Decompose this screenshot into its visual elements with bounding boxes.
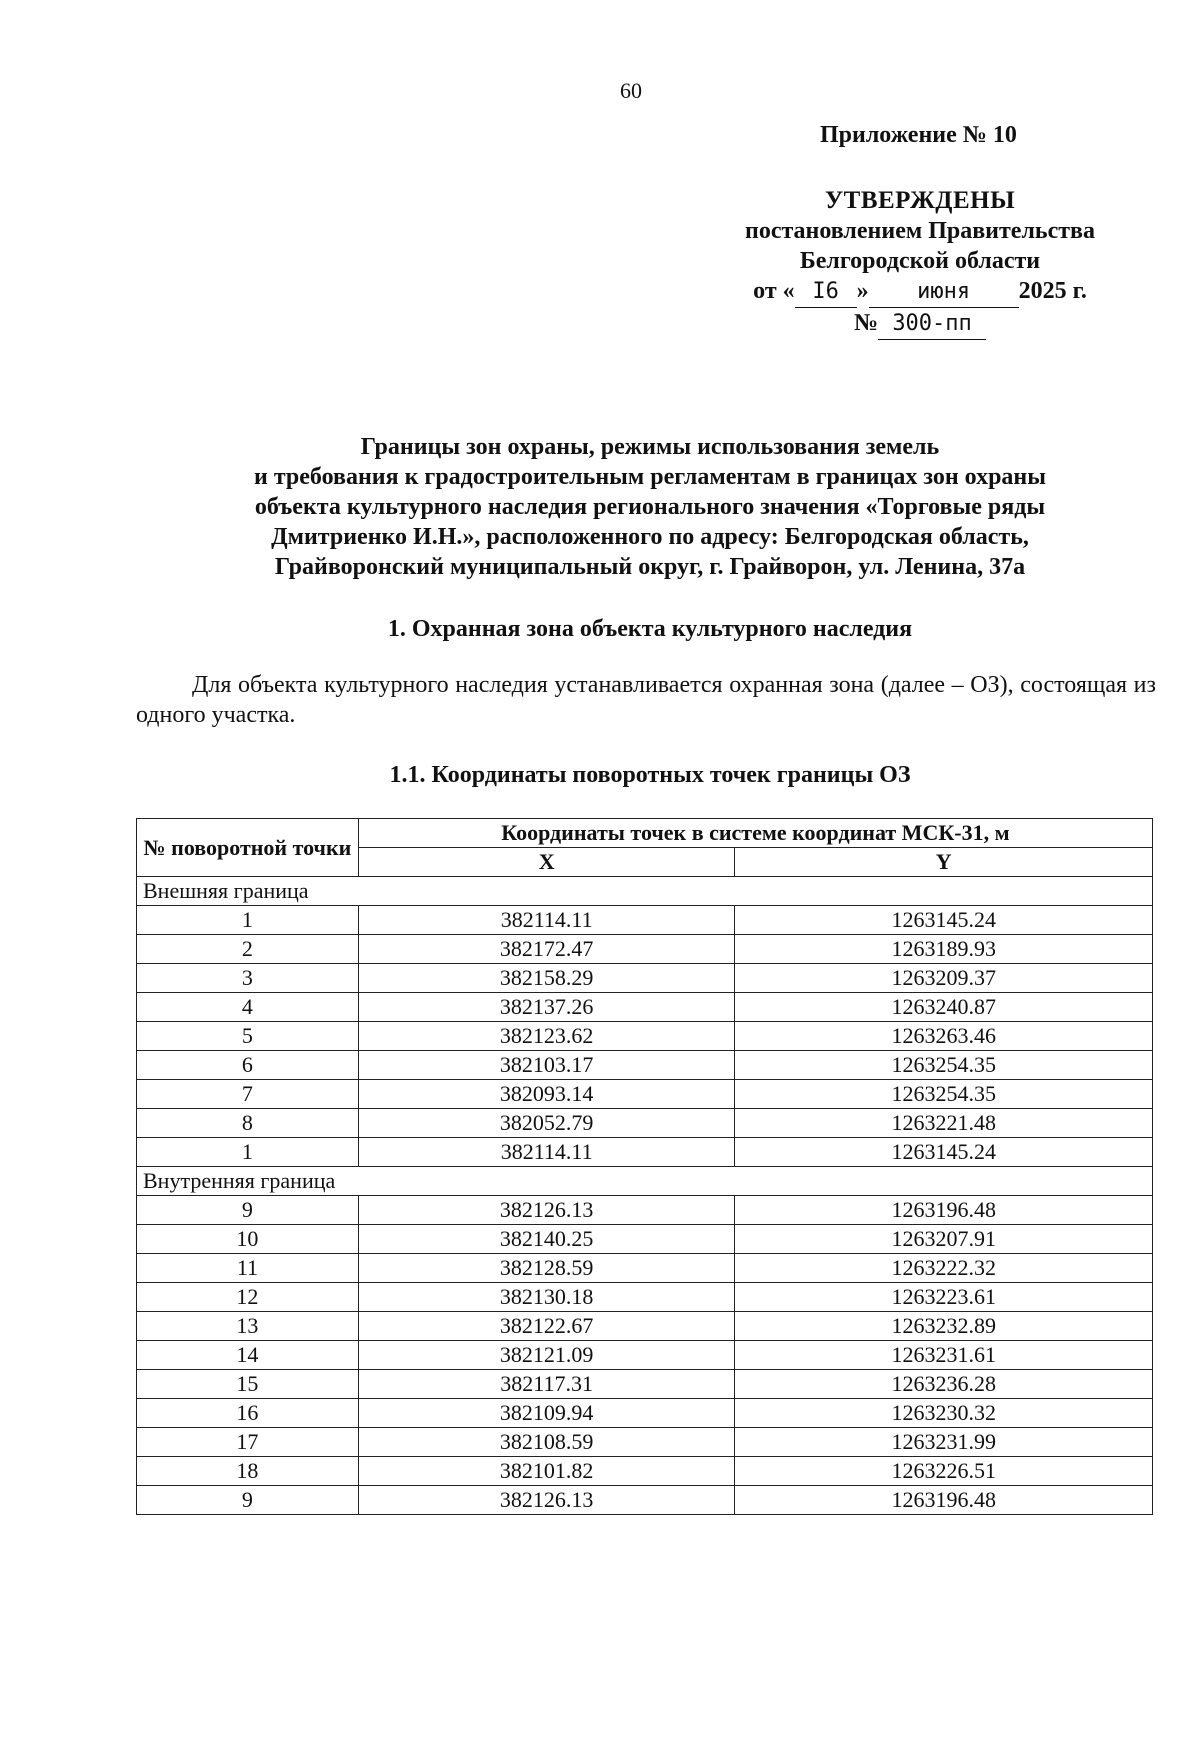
y-coordinate-cell: 1263207.91 <box>735 1225 1153 1254</box>
group-row <box>137 877 1153 906</box>
x-coordinate-cell: 382109.94 <box>358 1399 735 1428</box>
paragraph-text: Для объекта культурного наследия устанавливается охранная зона (далее – ОЗ), состоящая из одного участка. <box>136 672 1156 728</box>
appendix-label: Приложение № 10 <box>820 122 1017 148</box>
point-number-cell: 14 <box>137 1341 359 1370</box>
point-number-cell: 15 <box>137 1370 359 1399</box>
point-number-cell: 16 <box>137 1399 359 1428</box>
point-number-cell: 7 <box>137 1080 359 1109</box>
approval-number <box>700 308 1140 340</box>
group-label: Внешняя граница <box>137 877 1153 906</box>
number-prefix: № <box>853 310 879 336</box>
x-coordinate-cell: 382123.62 <box>358 1022 735 1051</box>
date-quote-close: » <box>856 278 869 304</box>
title-line: и требования к градостроительным регламентам в границах зон охраны <box>254 464 1046 490</box>
y-coordinate-cell: 1263230.32 <box>735 1399 1153 1428</box>
x-coordinate-cell: 382172.47 <box>358 935 735 964</box>
table-row <box>137 1457 1153 1486</box>
table-row <box>137 1254 1153 1283</box>
document-title <box>130 432 1170 582</box>
x-coordinate-cell: 382128.59 <box>358 1254 735 1283</box>
header-coordinates: Координаты точек в системе координат МСК-31, м <box>358 819 1152 848</box>
point-number-cell: 1 <box>137 1138 359 1167</box>
point-number-cell: 2 <box>137 935 359 964</box>
y-coordinate-cell: 1263145.24 <box>735 1138 1153 1167</box>
subsection-heading: 1.1. Координаты поворотных точек границы ОЗ <box>389 762 911 788</box>
approved-by-line2: Белгородской области <box>799 248 1041 274</box>
coordinates-table <box>136 818 1153 1515</box>
approval-date <box>700 276 1140 308</box>
x-coordinate-cell: 382052.79 <box>358 1109 735 1138</box>
point-number-cell: 11 <box>137 1254 359 1283</box>
title-line: Дмитриенко И.Н.», расположенного по адресу: Белгородская область, <box>271 524 1029 550</box>
y-coordinate-cell: 1263240.87 <box>735 993 1153 1022</box>
x-coordinate-cell: 382137.26 <box>358 993 735 1022</box>
point-number-cell: 6 <box>137 1051 359 1080</box>
section-heading: 1. Охранная зона объекта культурного наследия <box>387 616 913 642</box>
y-coordinate-cell: 1263231.61 <box>735 1341 1153 1370</box>
y-coordinate-cell: 1263223.61 <box>735 1283 1153 1312</box>
number-value: 300-пп <box>892 311 972 336</box>
point-number-cell: 4 <box>137 993 359 1022</box>
table-row <box>137 964 1153 993</box>
point-number-cell: 3 <box>137 964 359 993</box>
header-point-number: № поворотной точки <box>137 819 359 877</box>
date-prefix: от « <box>753 278 795 304</box>
page-number: 60 <box>620 78 642 103</box>
approved-by-line1: постановлением Правительства <box>744 218 1095 244</box>
x-coordinate-cell: 382122.67 <box>358 1312 735 1341</box>
x-coordinate-cell: 382114.11 <box>358 1138 735 1167</box>
y-coordinate-cell: 1263226.51 <box>735 1457 1153 1486</box>
y-coordinate-cell: 1263209.37 <box>735 964 1153 993</box>
y-coordinate-cell: 1263254.35 <box>735 1051 1153 1080</box>
title-line: Границы зон охраны, режимы использования земель <box>360 434 940 460</box>
header-x: X <box>358 848 735 877</box>
point-number-cell: 1 <box>137 906 359 935</box>
table-row <box>137 906 1153 935</box>
date-year: 2025 г. <box>1018 278 1087 304</box>
y-coordinate-cell: 1263231.99 <box>735 1428 1153 1457</box>
date-month: июня <box>917 279 971 304</box>
approved-heading: УТВЕРЖДЕНЫ <box>824 187 1016 214</box>
x-coordinate-cell: 382103.17 <box>358 1051 735 1080</box>
title-line: объекта культурного наследия регионального значения «Торговые ряды <box>254 494 1046 520</box>
group-label: Внутренняя граница <box>137 1167 1153 1196</box>
x-coordinate-cell: 382101.82 <box>358 1457 735 1486</box>
point-number-cell: 13 <box>137 1312 359 1341</box>
table-row <box>137 1022 1153 1051</box>
x-coordinate-cell: 382158.29 <box>358 964 735 993</box>
table-row <box>137 1341 1153 1370</box>
point-number-cell: 12 <box>137 1283 359 1312</box>
point-number-cell: 10 <box>137 1225 359 1254</box>
x-coordinate-cell: 382126.13 <box>358 1196 735 1225</box>
section-paragraph <box>136 670 1156 730</box>
y-coordinate-cell: 1263196.48 <box>735 1196 1153 1225</box>
y-coordinate-cell: 1263221.48 <box>735 1109 1153 1138</box>
y-coordinate-cell: 1263263.46 <box>735 1022 1153 1051</box>
y-coordinate-cell: 1263145.24 <box>735 906 1153 935</box>
table-row <box>137 1138 1153 1167</box>
x-coordinate-cell: 382130.18 <box>358 1283 735 1312</box>
table-row <box>137 935 1153 964</box>
table-row <box>137 1312 1153 1341</box>
point-number-cell: 18 <box>137 1457 359 1486</box>
date-day: I6 <box>812 279 839 304</box>
x-coordinate-cell: 382114.11 <box>358 906 735 935</box>
x-coordinate-cell: 382117.31 <box>358 1370 735 1399</box>
table-row <box>137 1225 1153 1254</box>
table-row <box>137 1196 1153 1225</box>
point-number-cell: 17 <box>137 1428 359 1457</box>
point-number-cell: 8 <box>137 1109 359 1138</box>
point-number-cell: 9 <box>137 1486 359 1515</box>
x-coordinate-cell: 382126.13 <box>358 1486 735 1515</box>
y-coordinate-cell: 1263222.32 <box>735 1254 1153 1283</box>
approval-block <box>700 120 1140 340</box>
table-row <box>137 1486 1153 1515</box>
table-row <box>137 1080 1153 1109</box>
table-row <box>137 993 1153 1022</box>
y-coordinate-cell: 1263254.35 <box>735 1080 1153 1109</box>
title-line: Грайворонский муниципальный округ, г. Грайворон, ул. Ленина, 37а <box>274 554 1026 580</box>
group-row <box>137 1167 1153 1196</box>
x-coordinate-cell: 382093.14 <box>358 1080 735 1109</box>
table-row <box>137 1051 1153 1080</box>
point-number-cell: 9 <box>137 1196 359 1225</box>
table-row <box>137 1399 1153 1428</box>
y-coordinate-cell: 1263196.48 <box>735 1486 1153 1515</box>
table-row <box>137 1370 1153 1399</box>
table-row <box>137 1283 1153 1312</box>
x-coordinate-cell: 382108.59 <box>358 1428 735 1457</box>
point-number-cell: 5 <box>137 1022 359 1051</box>
table-row <box>137 1109 1153 1138</box>
x-coordinate-cell: 382140.25 <box>358 1225 735 1254</box>
y-coordinate-cell: 1263232.89 <box>735 1312 1153 1341</box>
y-coordinate-cell: 1263189.93 <box>735 935 1153 964</box>
table-row <box>137 1428 1153 1457</box>
x-coordinate-cell: 382121.09 <box>358 1341 735 1370</box>
y-coordinate-cell: 1263236.28 <box>735 1370 1153 1399</box>
header-y: Y <box>735 848 1153 877</box>
